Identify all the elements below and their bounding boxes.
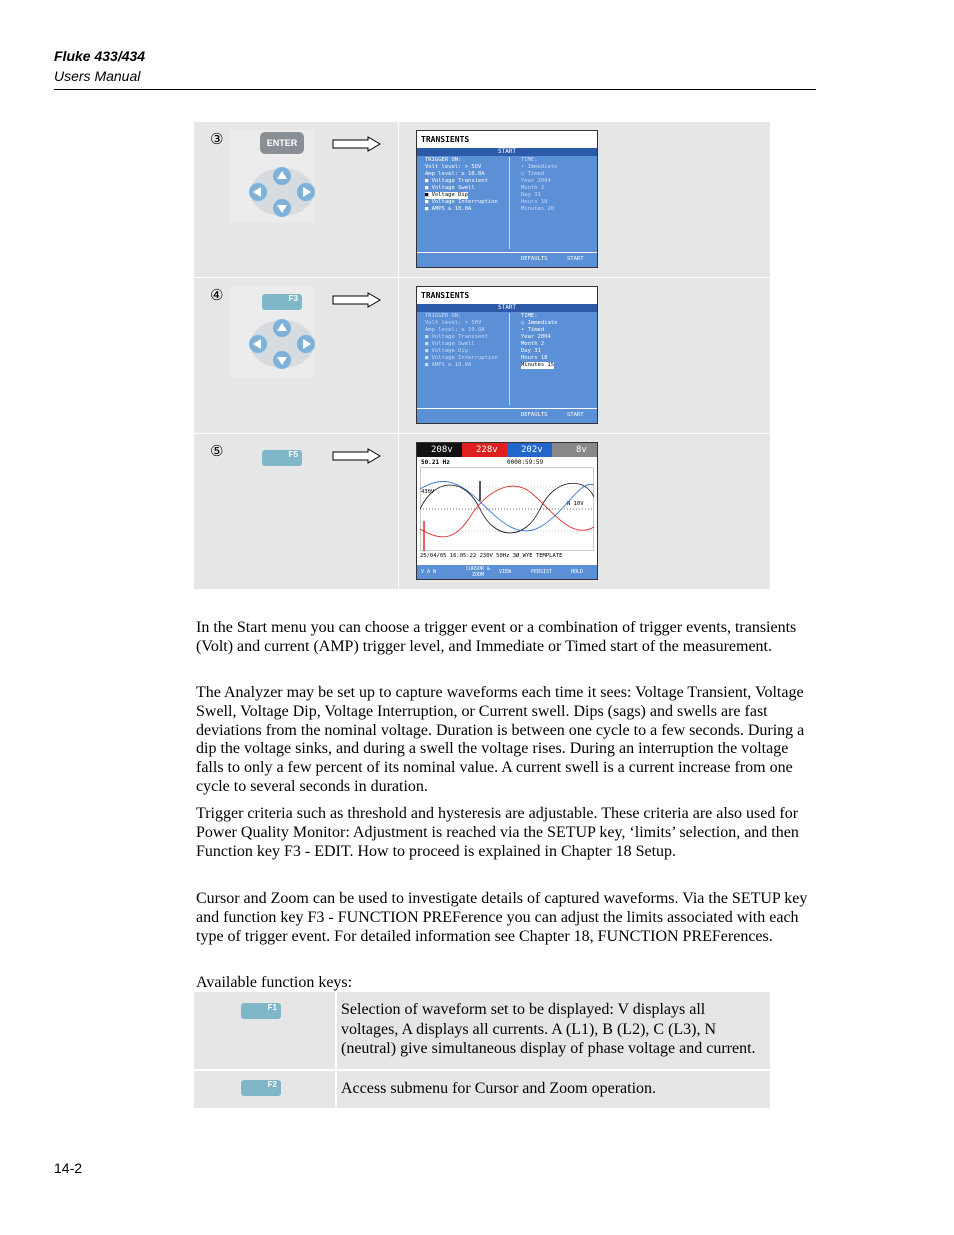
procedure-steps-table [194, 122, 770, 589]
screen-line: ■ Voltage Transient [425, 334, 488, 340]
function-keys-table [194, 992, 770, 1108]
step-3 [194, 122, 770, 277]
step-number: ⑤ [210, 442, 224, 460]
manual-subtitle: Users Manual [54, 68, 141, 84]
screen-bar: START [417, 148, 597, 156]
screen-title: TRANSIENTS [417, 287, 597, 304]
screen-line: Year 2004 [521, 334, 551, 340]
reading-l2: 228v [462, 443, 507, 457]
manual-title: Fluke 433/434 [54, 48, 146, 64]
header-rule [54, 89, 816, 90]
scope-softkeys [417, 565, 597, 579]
cell-divider [335, 992, 337, 1069]
reading-l3: 202v [507, 443, 552, 457]
screen-line: ■ AMPS ≥ 10.0A [425, 206, 472, 212]
screen-line: ■ Voltage Swell [425, 185, 475, 191]
key-cell [194, 992, 335, 1069]
softkey-defaults: DEFAULTS [521, 256, 548, 262]
screen-line: ■ Voltage Swell [425, 341, 475, 347]
instrument-screen [416, 130, 598, 268]
screen-line: Hours 18 [521, 355, 548, 361]
scope-screen [416, 442, 598, 580]
screen-softkeys [417, 252, 597, 267]
screen-line: Month 2 [521, 341, 545, 347]
screen-softkeys [417, 408, 597, 423]
screen-divider [509, 157, 510, 249]
status-line: 25/04/05 16:05:22 230V 50Hz 3Ø WYE TEMPLATE [420, 553, 563, 559]
screen-title: TRANSIENTS [417, 131, 597, 148]
enter-key: ENTER [260, 132, 304, 154]
paragraph-available-keys: Available function keys: [196, 974, 353, 991]
screen-line: ○ Immediate [521, 320, 558, 326]
paragraph-trigger-criteria: Trigger criteria such as threshold and hysteresis are adjustable. These criteria are also used for Power Quality Monitor: Adjustment is reached via the SETUP key, ‘limits’ selection, and then Function key F3 - EDIT. How to proceed is explained in Chapter 18 Setup. [196, 805, 799, 860]
softkey-defaults: DEFAULTS [521, 412, 548, 418]
screen-line-selected: Minutes 15 [521, 362, 555, 368]
step-4 [194, 278, 770, 433]
screen-line: • Immediate [521, 164, 558, 170]
f5-key: F5 [262, 450, 302, 466]
screen-divider [509, 313, 510, 405]
step-5 [194, 434, 770, 589]
neutral-marker: N 10V [567, 501, 584, 507]
step-number: ③ [210, 130, 224, 148]
time-settings [521, 313, 593, 369]
time-settings [521, 157, 593, 213]
arrow-keypad-icon [248, 166, 316, 218]
function-key-row-f2 [194, 1071, 770, 1109]
f2-key: F2 [241, 1080, 281, 1096]
screen-line: ○ Timed [521, 171, 545, 177]
page-number: 14-2 [54, 1160, 83, 1176]
trigger-settings [425, 157, 509, 213]
screen-line: TIME: [521, 313, 538, 319]
key-cell [194, 1071, 335, 1109]
waveform-plot [420, 467, 594, 551]
screen-line: ■ Voltage Interruption [425, 355, 498, 361]
cell-divider [335, 1071, 337, 1109]
function-key-description: Access submenu for Cursor and Zoom operation. [341, 1079, 657, 1097]
screen-line: Hours 18 [521, 199, 548, 205]
phase-readings [417, 443, 597, 457]
screen-bar: START [417, 304, 597, 312]
trigger-settings [425, 313, 509, 369]
paragraph-start-menu: In the Start menu you can choose a trigger event or a combination of trigger events, transients (Volt) and current (AMP) trigger level, and Immediate or Timed start of the measurement. [196, 619, 797, 655]
screen-line-selected: ■ Voltage Dip [425, 192, 469, 198]
softkey-hold: HOLD [571, 569, 584, 575]
screen-line: Day 31 [521, 192, 541, 198]
screen-line: ■ AMPS ≥ 10.0A [425, 362, 472, 368]
reading-n: 8v [552, 443, 597, 457]
f1-key: F1 [241, 1003, 281, 1019]
frequency-readout: 50.21 Hz [421, 459, 450, 466]
screen-line: Amp level: ≥ 10.0A [425, 171, 485, 177]
arrow-right-icon [332, 136, 382, 152]
screen-line: Amp level: ≥ 10.0A [425, 327, 485, 333]
scale-label: 430V [421, 489, 435, 495]
screen-line: ■ Voltage Interruption [425, 199, 498, 205]
arrow-right-icon [332, 292, 382, 308]
arrow-keypad-icon [248, 318, 316, 370]
screen-line: Year 2004 [521, 178, 551, 184]
f3-key: F3 [262, 294, 302, 310]
reading-l1: 208v [417, 443, 462, 457]
screen-line: ■ Voltage Dip [425, 348, 469, 354]
screen-line: Volt level: > 50V [425, 164, 482, 170]
function-key-description: Selection of waveform set to be displayed: V displays all voltages, A displays all currents. A (L1), B (L2), C (L3), N (neutral) give simultaneous display of phase voltage and current. [341, 1001, 756, 1057]
step-number: ④ [210, 286, 224, 304]
screen-line: • Timed [521, 327, 545, 333]
softkey-cursor-zoom: CURSOR & ZOOM [465, 566, 491, 578]
screen-line: TIME: [521, 157, 538, 163]
screen-line: TRIGGER ON: [425, 157, 462, 163]
screen-line: Month 2 [521, 185, 545, 191]
softkey-waveform: V A N [421, 569, 437, 575]
softkey-start: START [567, 412, 584, 418]
screen-line: ■ Voltage Transient [425, 178, 488, 184]
arrow-right-icon [332, 448, 382, 464]
screen-line: Minutes 20 [521, 206, 555, 212]
screen-line: TRIGGER ON: [425, 313, 462, 319]
softkey-persist: PERSIST [531, 569, 553, 575]
function-key-row-f1 [194, 992, 770, 1069]
screen-line: Volt level: > 50V [425, 320, 482, 326]
clock-readout: 0000:59:59 [507, 459, 544, 466]
paragraph-capture: The Analyzer may be set up to capture waveforms each time it sees: Voltage Transient, Voltage Swell, Voltage Dip, Voltage Interruption, or Current swell. Dips (sags) and swells are fast deviations from the nominal voltage. Duration is between one cycle to a few seconds. During a dip the voltage sinks, and during a swell the voltage rises. During an interruption the voltage falls to only a few percent of its nominal value. A current swell is a current increase from one cycle to several seconds in duration. [196, 684, 805, 795]
screen-line: Day 31 [521, 348, 541, 354]
softkey-start: START [567, 256, 584, 262]
paragraph-cursor-zoom: Cursor and Zoom can be used to investigate details of captured waveforms. Via the SETUP key and function key F3 - FUNCTION PREFerence you can adjust the limits associated with each type of trigger event. For detailed information see Chapter 18, FUNCTION PREFerences. [196, 890, 808, 945]
instrument-screen [416, 286, 598, 424]
softkey-view: VIEW [499, 569, 512, 575]
